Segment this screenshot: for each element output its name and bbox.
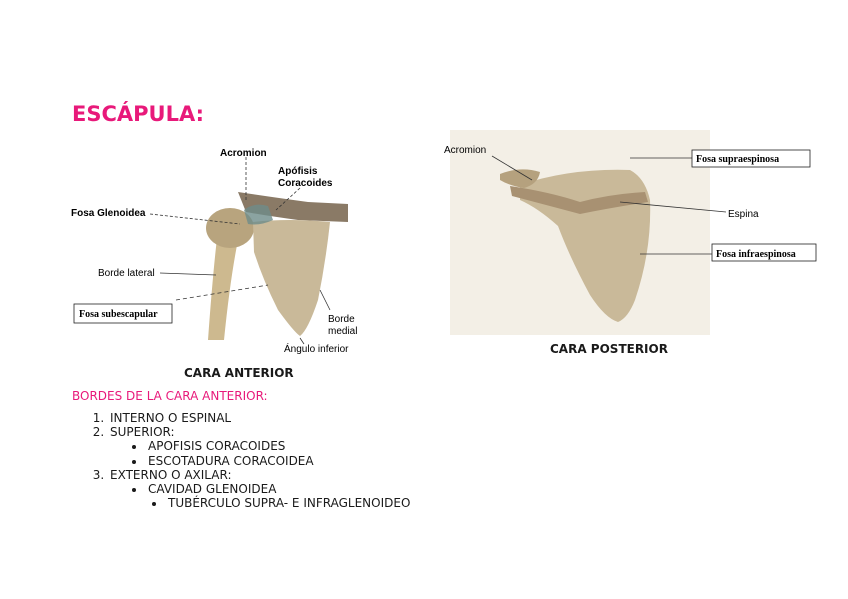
sub-list-item: • APOFISIS CORACOIDES [146, 439, 410, 453]
fosa-supraespinosa-label: Fosa supraespinosa [696, 154, 780, 165]
anterior-caption: CARA ANTERIOR [184, 366, 294, 380]
fosa-subescapular-label: Fosa subescapular [79, 309, 158, 320]
scapula-body [253, 220, 330, 336]
sub-sub-list [148, 496, 410, 510]
sub-list-item-label: CAVIDAD GLENOIDEA [148, 482, 277, 497]
sub-sub-list-item: • TUBÉRCULO SUPRA- E INFRAGLENOIDEO [166, 496, 410, 510]
espina-label: Espina [728, 209, 759, 220]
list-item [108, 468, 410, 511]
posterior-scapula-figure [440, 130, 820, 335]
borde-label: Borde [328, 314, 355, 325]
borde-medial-leader [320, 290, 330, 310]
fosa-infraespinosa-label: Fosa infraespinosa [716, 249, 796, 260]
fosa-glenoidea-label: Fosa Glenoidea [71, 208, 146, 219]
angulo-inferior-label: Ángulo inferior [284, 344, 349, 355]
borde-lateral-leader [160, 273, 216, 275]
bordes-list [72, 411, 410, 510]
anterior-scapula-figure [68, 140, 373, 360]
section-heading: BORDES DE LA CARA ANTERIOR: [72, 389, 268, 403]
posterior-acromion-label: Acromion [444, 145, 487, 156]
borde-lateral-label: Borde lateral [98, 268, 155, 279]
sub-list-item [146, 482, 410, 510]
list-item-label: EXTERNO O AXILAR: [110, 467, 232, 482]
posterior-scapula-illustration [440, 130, 820, 335]
page-title: ESCÁPULA: [72, 102, 204, 126]
list-item [108, 425, 410, 468]
anterior-scapula-illustration [68, 140, 373, 360]
sub-list [110, 482, 410, 510]
list-item [108, 411, 410, 425]
sub-list-item: • ESCOTADURA CORACOIDEA [146, 454, 410, 468]
list-item-label: INTERNO O ESPINAL [110, 411, 232, 425]
medial-label: medial [328, 326, 358, 337]
sub-list [110, 439, 410, 467]
apofisis-label: Apófisis [278, 166, 318, 177]
posterior-caption: CARA POSTERIOR [550, 342, 668, 356]
list-item-label: SUPERIOR: [110, 425, 175, 440]
coracoides-label: Coracoides [278, 178, 333, 189]
acromion-label: Acromion [220, 148, 267, 159]
